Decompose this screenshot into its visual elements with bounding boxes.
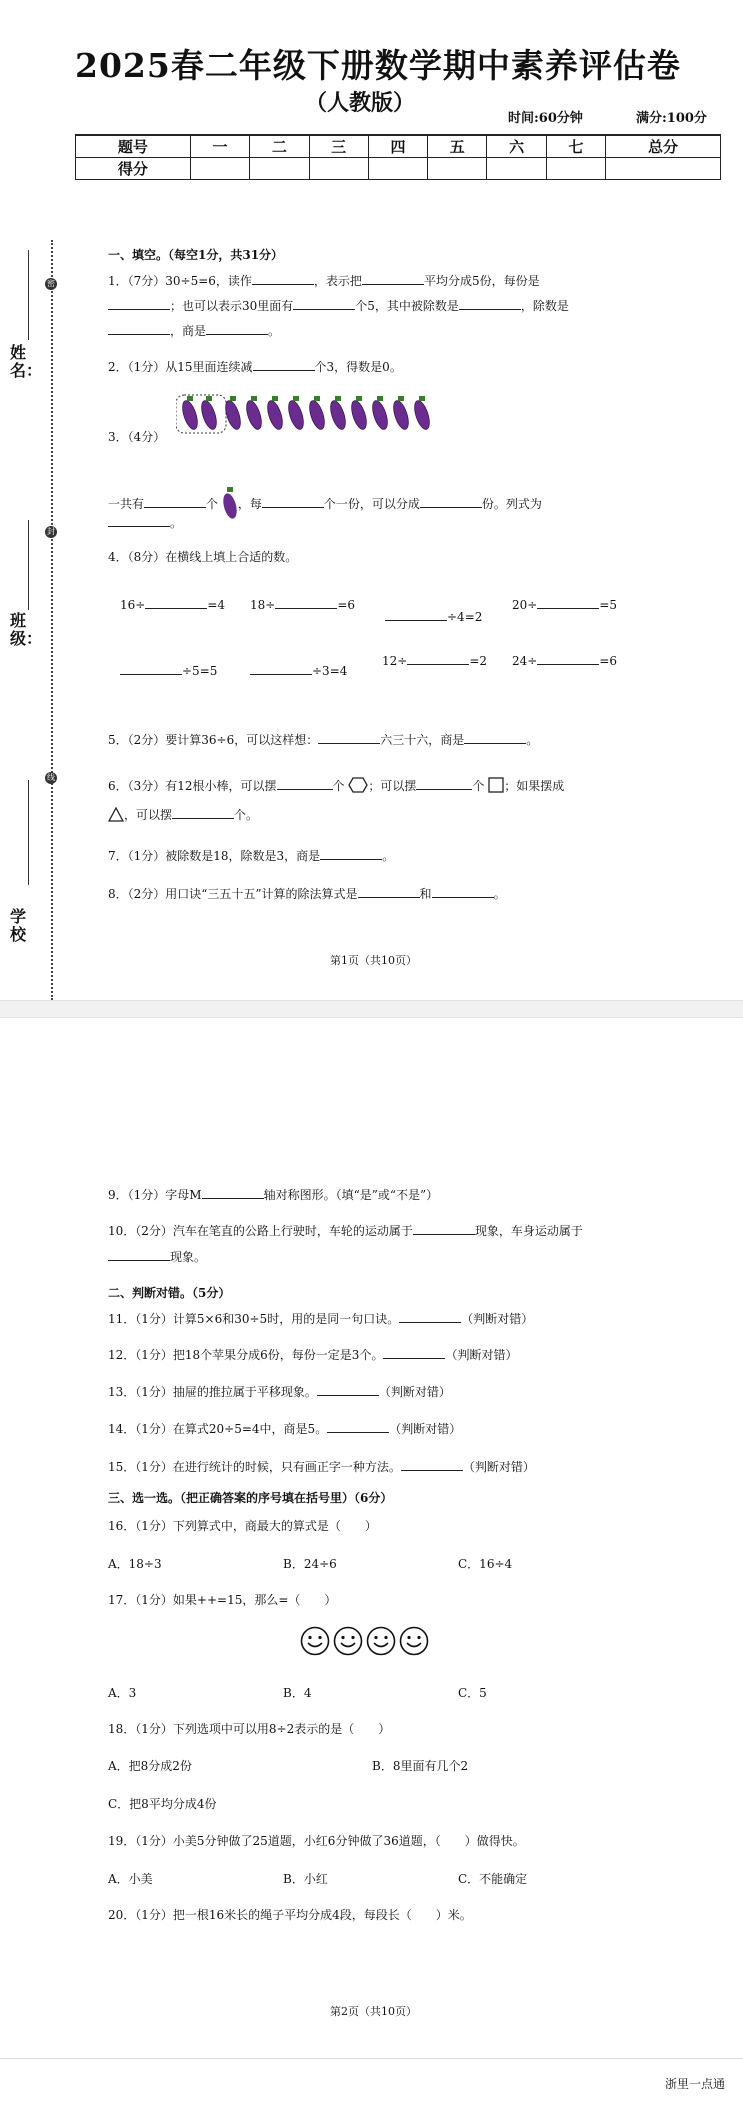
q6-text: ；可以摆 [368,779,417,793]
q6-text: 6．（3分）有12根小棒，可以摆 [108,779,277,793]
q9-text: 轴对称图形。（填“是”或“不是”） [263,1188,439,1202]
question-2 [108,358,402,375]
q1-text: 。 [268,324,281,338]
q3-text: 个一份，可以分成 [323,497,420,511]
score-cell: 七 [546,135,605,158]
question-12 [108,1346,517,1363]
answer-blank[interactable] [358,885,420,898]
option-a[interactable]: A．把8分成2份 [108,1759,192,1773]
answer-blank[interactable] [401,1458,463,1471]
seal-mark-feng: 封 [47,527,55,536]
q4-text: 18÷ [250,598,276,612]
q4-item [120,662,217,678]
score-cell: 四 [368,135,427,158]
answer-blank[interactable] [416,777,472,790]
q10-text: 现象。 [170,1250,207,1264]
q6-text: ，可以摆 [124,808,173,822]
q6-text: 个 [332,779,345,793]
class-underline [28,520,29,610]
q4-text: ÷3=4 [312,664,348,678]
question-19: 19．（1分）小美5分钟做了25道题，小红6分钟做了36道题，（ ）做得快。 [108,1834,525,1848]
q-text: 15．（1分）在进行统计的时候，只有画正字一种方法。 [108,1460,401,1474]
score-cell: 二 [250,135,309,158]
seal-mark-mi: 密 [47,279,55,288]
score-cell: 一 [190,135,249,158]
school-underline [28,780,29,885]
section3-heading: 三、选一选。（把正确答案的序号填在括号里）（6分） [108,1491,393,1505]
answer-blank[interactable] [253,358,315,371]
eggplant-group [176,393,444,435]
question-4-label: 4．（8分）在横线上填上合适的数。 [108,550,298,564]
q-text: 12．（1分）把18个苹果分成6份，每份一定是3个。 [108,1348,384,1362]
q4-text: 12÷ [382,654,408,668]
score-input-cell[interactable] [190,158,249,180]
score-cell: 五 [428,135,487,158]
smiley-icon [366,1626,396,1660]
option-b[interactable]: B．8里面有几个2 [372,1759,469,1773]
q4-item [512,652,617,668]
answer-blank[interactable] [275,596,337,609]
q5-text: 六三十六，商是 [380,733,465,747]
q3-text: ，每 [237,497,262,511]
q5-text: 。 [526,733,539,747]
q-hint: （判断对错） [445,1348,518,1362]
q8-text: 8．（2分）用口诀“三五十五”计算的除法算式是 [108,887,358,901]
watermark-text: 浙里一点通 [665,2077,726,2091]
q10-text: 10．（2分）汽车在笔直的公路上行驶时，车轮的运动属于 [108,1224,413,1238]
smiley-icon [333,1626,363,1660]
answer-blank[interactable] [320,847,382,860]
answer-blank[interactable] [317,1383,379,1396]
q6-text: 个。 [234,808,259,822]
q4-item [382,652,487,668]
q7-text: 7．（1分）被除数是18，除数是3，商是 [108,849,321,863]
score-row-label: 得分 [76,158,191,180]
answer-blank[interactable] [108,322,170,335]
q4-text: 16÷ [120,598,146,612]
q1-text: ；也可以表示30里面有 [170,299,294,313]
q1-text: ，表示把 [313,274,362,288]
score-input-cell[interactable] [487,158,546,180]
eggplant-icons [176,393,444,435]
q4-text: =2 [469,654,488,668]
q4-item [250,596,355,612]
score-cell: 三 [309,135,368,158]
answer-blank[interactable] [252,272,314,285]
question-7 [108,847,394,864]
hexagon-icon [348,777,368,796]
answer-blank[interactable] [383,1346,445,1359]
score-cell: 六 [487,135,546,158]
score-table [75,134,721,180]
seal-mark-xian: 线 [47,773,55,782]
option-c[interactable]: C．16÷4 [458,1557,513,1571]
question-3-label: 3．（4分） [108,430,166,444]
q7-text: 。 [382,849,395,863]
answer-blank[interactable] [293,297,355,310]
answer-blank[interactable] [144,495,206,508]
q4-text: =6 [599,654,618,668]
answer-blank[interactable] [120,662,182,675]
question-5 [108,731,538,748]
answer-blank[interactable] [108,1248,170,1261]
answer-blank[interactable] [385,608,447,621]
q4-text: 20÷ [512,598,538,612]
option-b[interactable]: B．24÷6 [283,1557,337,1571]
exam-subtitle: （人教版） [305,90,416,116]
question-18: 18．（1分）下列选项中可以用8÷2表示的是（ ） [108,1722,391,1736]
q3-text: 个 [206,497,219,511]
answer-blank[interactable] [108,297,170,310]
option-a[interactable]: A．18÷3 [108,1557,162,1571]
q4-item [512,596,617,612]
q4-text: =4 [207,598,226,612]
binding-dotted-line [51,240,53,1000]
q4-text: 24÷ [512,654,538,668]
score-input-cell[interactable] [250,158,309,180]
score-input-cell[interactable] [368,158,427,180]
q2-text: 个3，得数是0。 [314,360,402,374]
question-1-line1 [108,272,540,289]
q4-item [250,662,347,678]
answer-blank[interactable] [464,731,526,744]
question-20: 20．（1分）把一根16米长的绳子平均分成4段，每段长（ ）米。 [108,1908,472,1922]
answer-blank[interactable] [262,495,324,508]
bottom-divider [0,2058,743,2059]
score-table-header-row [76,135,721,158]
answer-blank[interactable] [407,652,469,665]
answer-blank[interactable] [250,662,312,675]
q9-text: 9．（1分）字母M [108,1188,202,1202]
q4-text: ÷4=2 [447,610,483,624]
smiley-icon [300,1626,330,1660]
answer-blank[interactable] [459,297,521,310]
q1-text: 平均分成5份，每份是 [423,274,540,288]
answer-blank[interactable] [277,777,333,790]
q4-item [385,608,482,624]
score-cell: 总分 [606,135,721,158]
question-15 [108,1458,535,1475]
answer-blank[interactable] [537,652,599,665]
name-underline [28,250,29,340]
q1-text: 个5，其中被除数是 [355,299,459,313]
q3-text: 一共有 [108,497,145,511]
answer-blank[interactable] [362,272,424,285]
q8-text: 。 [493,887,506,901]
answer-blank[interactable] [172,806,234,819]
school-label: 学校 [10,907,27,944]
q3-text: 份。列式为 [481,497,542,511]
question-3-line2 [108,514,182,531]
answer-blank[interactable] [413,1222,475,1235]
answer-blank[interactable] [420,495,482,508]
option-a[interactable]: A．3 [108,1686,137,1700]
page-separator [0,1000,743,1018]
question-17: 17．（1分）如果++=15，那么=（ ） [108,1593,337,1607]
score-input-cell[interactable] [309,158,368,180]
answer-blank[interactable] [202,1186,264,1199]
score-input-cell[interactable] [606,158,721,180]
section1-heading: 一、填空。（每空1分，共31分） [108,248,284,262]
answer-blank[interactable] [327,1420,389,1433]
q-text: 13．（1分）抽屉的推拉属于平移现象。 [108,1385,317,1399]
q10-text: 现象，车身运动属于 [474,1224,583,1238]
question-10-line2 [108,1248,206,1265]
option-c[interactable]: C．不能确定 [458,1872,528,1886]
question-13 [108,1383,451,1400]
q1-text: 1．（7分）30÷5=6，读作 [108,274,252,288]
q6-text: 个 [472,779,485,793]
question-6-line2 [108,806,258,825]
q-hint: （判断对错） [461,1312,534,1326]
question-11 [108,1310,533,1327]
question-1-line3 [108,322,280,339]
q6-text: ；如果摆成 [504,779,565,793]
full-score-label: 满分:100分 [636,111,707,126]
option-b[interactable]: B．4 [283,1686,312,1700]
answer-blank[interactable] [108,514,170,527]
q-text: 14．（1分）在算式20÷5=4中，商是5。 [108,1422,328,1436]
question-9 [108,1186,438,1203]
option-a[interactable]: A．小美 [108,1872,153,1886]
q-hint: （判断对错） [378,1385,451,1399]
q5-text: 5．（2分）要计算36÷6，可以这样想： [108,733,319,747]
answer-blank[interactable] [432,885,494,898]
question-8 [108,885,506,902]
class-label: 班级： [10,611,43,648]
q-text: 11．（1分）计算5×6和30÷5时，用的是同一句口诀。 [108,1312,400,1326]
smiley-icon [399,1626,429,1660]
q3-text: 。 [170,516,183,530]
option-c[interactable]: C．5 [458,1686,487,1700]
score-input-cell[interactable] [546,158,605,180]
q4-text: =6 [337,598,356,612]
option-c[interactable]: C．把8平均分成4份 [108,1797,217,1811]
option-b[interactable]: B．小红 [283,1872,328,1886]
score-cell: 题号 [76,135,191,158]
time-label: 时间:60分钟 [508,111,583,126]
q8-text: 和 [419,887,432,901]
q4-text: =5 [599,598,618,612]
question-1-line2 [108,297,569,314]
eggplant-icon [222,486,238,523]
q1-text: ，商是 [170,324,207,338]
q4-text: ÷5=5 [182,664,218,678]
question-10-line1 [108,1222,583,1239]
answer-blank[interactable] [206,322,268,335]
answer-blank[interactable] [145,596,207,609]
q1-text: ，除数是 [520,299,569,313]
page2-footer: 第2页（共10页） [330,2005,417,2018]
score-table-score-row [76,158,721,180]
q2-text: 2．（1分）从15里面连续减 [108,360,253,374]
q4-item [120,596,225,612]
answer-blank[interactable] [318,731,380,744]
triangle-icon [108,807,124,825]
smiley-row [300,1626,432,1660]
score-input-cell[interactable] [428,158,487,180]
section2-heading: 二、判断对错。（5分） [108,1286,231,1300]
q-hint: （判断对错） [389,1422,462,1436]
square-icon [488,777,504,796]
page1-footer: 第1页（共10页） [330,954,417,967]
answer-blank[interactable] [399,1310,461,1323]
answer-blank[interactable] [537,596,599,609]
question-16: 16．（1分）下列算式中，商最大的算式是（ ） [108,1519,377,1533]
question-14 [108,1420,461,1437]
name-label: 姓名： [10,343,43,380]
q-hint: （判断对错） [462,1460,535,1474]
question-6-line1 [108,777,564,796]
exam-title: 2025春二年级下册数学期中素养评估卷 [75,46,681,85]
